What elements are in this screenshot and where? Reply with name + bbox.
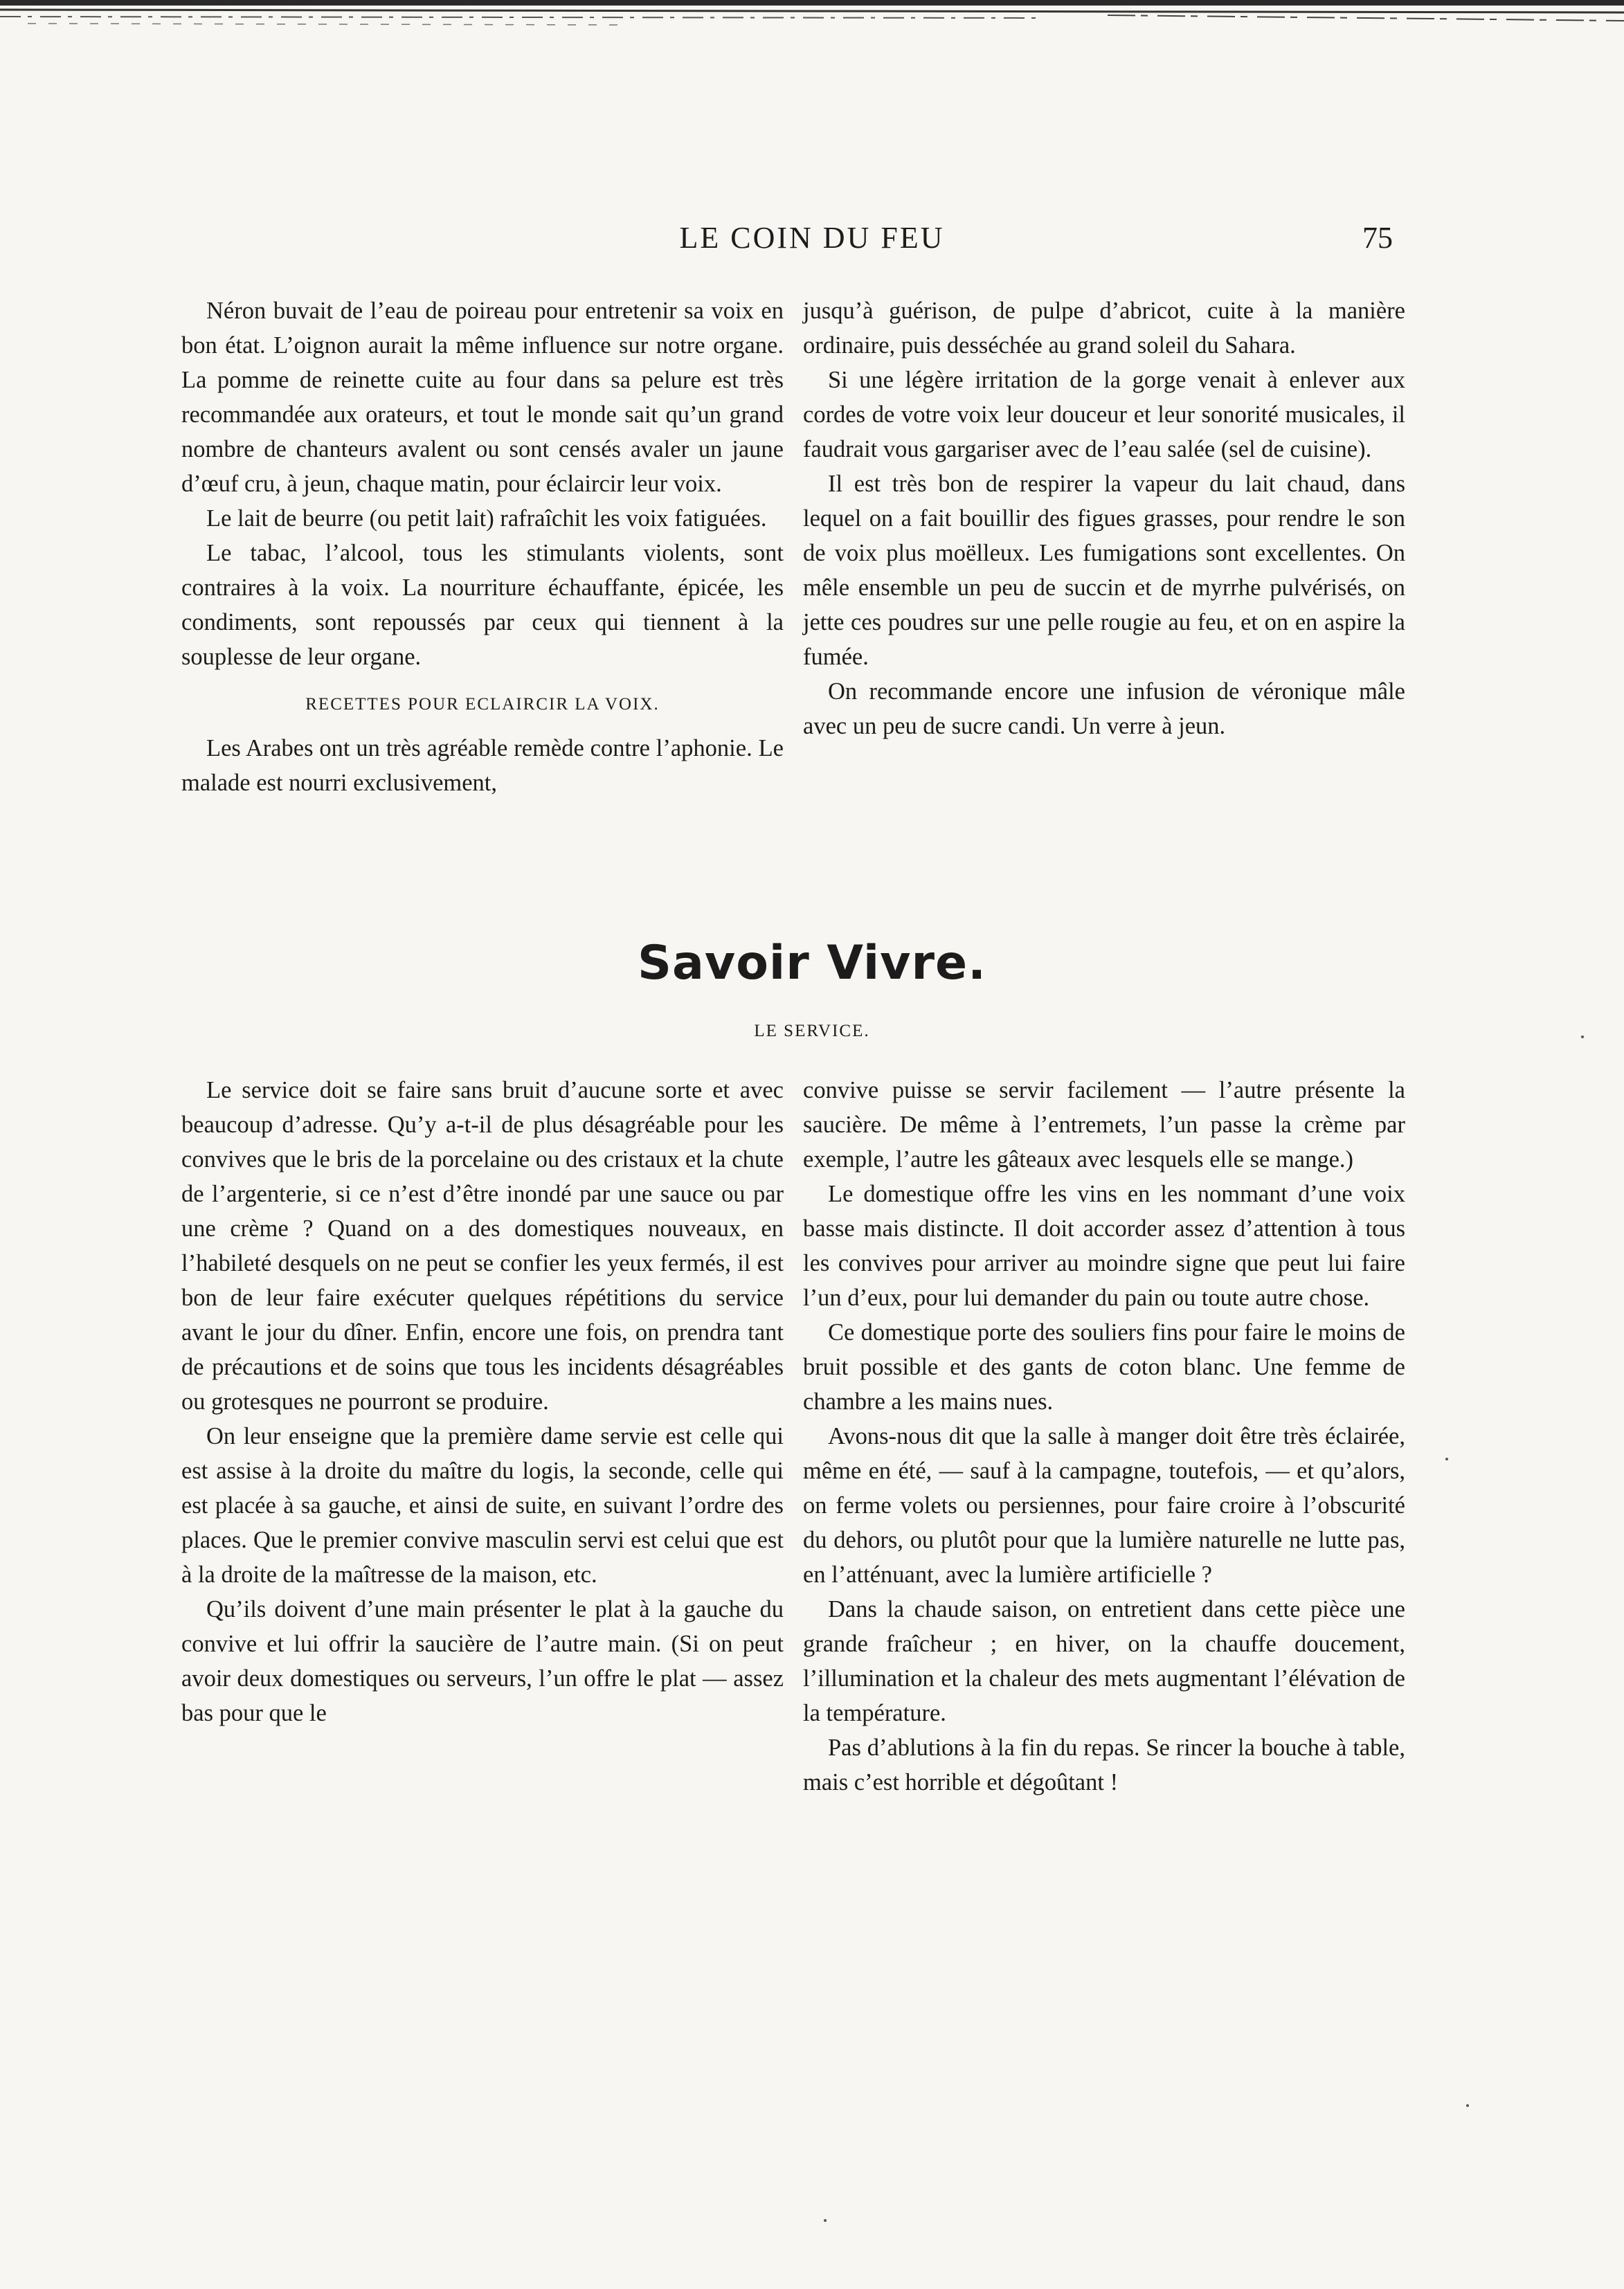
column-right-bottom bbox=[803, 1073, 1405, 1800]
paragraph: convive puisse se servir facilement — l’autre présente la saucière. De même à l’entremets, l’un passe la crème par exemple, l’autre les gâteaux avec lesquels elle se mange.) bbox=[803, 1077, 1405, 1173]
paragraph: jusqu’à guérison, de pulpe d’abricot, cuite à la manière ordinaire, puis desséchée au grand soleil du Sahara. bbox=[803, 298, 1405, 359]
scan-speck bbox=[1445, 1458, 1448, 1460]
scan-speck bbox=[824, 2219, 827, 2222]
paragraph: Ce domestique porte des souliers fins pour faire le moins de bruit possible et des gants de coton blanc. Une femme de chambre a les mains nues. bbox=[803, 1319, 1405, 1415]
paragraph: Pas d’ablutions à la fin du repas. Se rincer la bouche à table, mais c’est horrible et dégoûtant ! bbox=[803, 1735, 1405, 1795]
paragraph: Le service doit se faire sans bruit d’aucune sorte et avec beaucoup d’adresse. Qu’y a-t-il de plus désagréable pour les convives que le bris de la porcelaine ou des cristaux et la chute de l’argenterie, si ce n’est d’être inondé par une sauce ou par une crème ? Quand on a des domestiques nouveaux, en l’habileté desquels on ne peut se confier les yeux fermés, il est bon de leur faire exécuter quelques répétitions du service avant le jour du dîner. Enfin, encore une fois, on prendra tant de précautions et de soins que tous les incidents désagréables ou grotesques ne pourront se produire. bbox=[181, 1077, 784, 1415]
page-number: 75 bbox=[1362, 221, 1393, 255]
paragraph: Néron buvait de l’eau de poireau pour entretenir sa voix en bon état. L’oignon aurait la même influence sur notre organe. La pomme de reinette cuite au four dans sa pelure est très recommandée aux orateurs, et tout le monde sait qu’un grand nombre de chanteurs avalent ou sont censés avaler un jaune d’œuf cru, à jeun, chaque matin, pour éclaircir leur voix. bbox=[181, 298, 784, 497]
running-title: LE COIN DU FEU bbox=[679, 221, 945, 255]
paragraph: Les Arabes ont un très agréable remède contre l’aphonie. Le malade est nourri exclusivement, bbox=[181, 735, 784, 796]
column-left-bottom bbox=[181, 1073, 784, 1730]
paragraph: Qu’ils doivent d’une main présenter le plat à la gauche du convive et lui offrir la saucière de l’autre main. (Si on peut avoir deux domestiques ou serveurs, l’un offre le plat — assez bas pour que le bbox=[181, 1596, 784, 1726]
paragraph: Avons-nous dit que la salle à manger doit être très éclairée, même en été, — sauf à la campagne, toutefois, — et qu’alors, on ferme volets ou persiennes, pour faire croire à l’obscurité du dehors, ou plutôt pour que la lumière naturelle ne lutte pas, en l’atténuant, avec la lumière artificielle ? bbox=[803, 1423, 1405, 1588]
paragraph: Si une légère irritation de la gorge venait à enlever aux cordes de votre voix leur douceur et leur sonorité musicales, il faudrait vous gargariser avec de l’eau salée (sel de cuisine). bbox=[803, 367, 1405, 462]
paragraph: Le lait de beurre (ou petit lait) rafraîchit les voix fatiguées. bbox=[206, 505, 767, 532]
torn-top-edge bbox=[0, 0, 1624, 32]
paragraph: Il est très bon de respirer la vapeur du lait chaud, dans lequel on a fait bouillir des figues grasses, pour rendre le son de voix plus moëlleux. Les fumigations sont excellentes. On mêle ensemble un peu de succin et de myrrhe pulvérisés, on jette ces poudres sur une pelle rougie au feu, et on en aspire la fumée. bbox=[803, 471, 1405, 670]
paragraph: Dans la chaude saison, on entretient dans cette pièce une grande fraîcheur ; en hiver, on la chauffe doucement, l’illumination et la chaleur des mets augmentant l’élévation de la température. bbox=[803, 1596, 1405, 1726]
section-title: Savoir Vivre. bbox=[638, 936, 986, 990]
recipe-subheading: RECETTES POUR ECLAIRCIR LA VOIX. bbox=[305, 695, 660, 714]
paragraph: On recommande encore une infusion de véronique mâle avec un peu de sucre candi. Un verre à jeun. bbox=[803, 678, 1405, 739]
column-left-top bbox=[181, 293, 784, 800]
paragraph: Le domestique offre les vins en les nommant d’une voix basse mais distincte. Il doit accorder assez d’attention à tous les convives pour arriver au moindre signe que peut lui faire l’un d’eux, pour lui demander du pain ou toute autre chose. bbox=[803, 1181, 1405, 1311]
paragraph: On leur enseigne que la première dame servie est celle qui est assise à la droite du maître du logis, la seconde, celle qui est placée à sa gauche, et ainsi de suite, en suivant l’ordre des places. Que le premier convive masculin servi est celui que est à la droite de la maîtresse de la maison, etc. bbox=[181, 1423, 784, 1588]
section-subtitle: LE SERVICE. bbox=[754, 1022, 870, 1040]
paragraph: Le tabac, l’alcool, tous les stimulants violents, sont contraires à la voix. La nourriture échauffante, épicée, les condiments, sont repoussés par ceux qui tiennent à la souplesse de leur organe. bbox=[181, 540, 784, 670]
column-right-top bbox=[803, 293, 1405, 743]
scan-speck bbox=[1581, 1035, 1584, 1038]
scan-speck bbox=[1466, 2104, 1469, 2107]
